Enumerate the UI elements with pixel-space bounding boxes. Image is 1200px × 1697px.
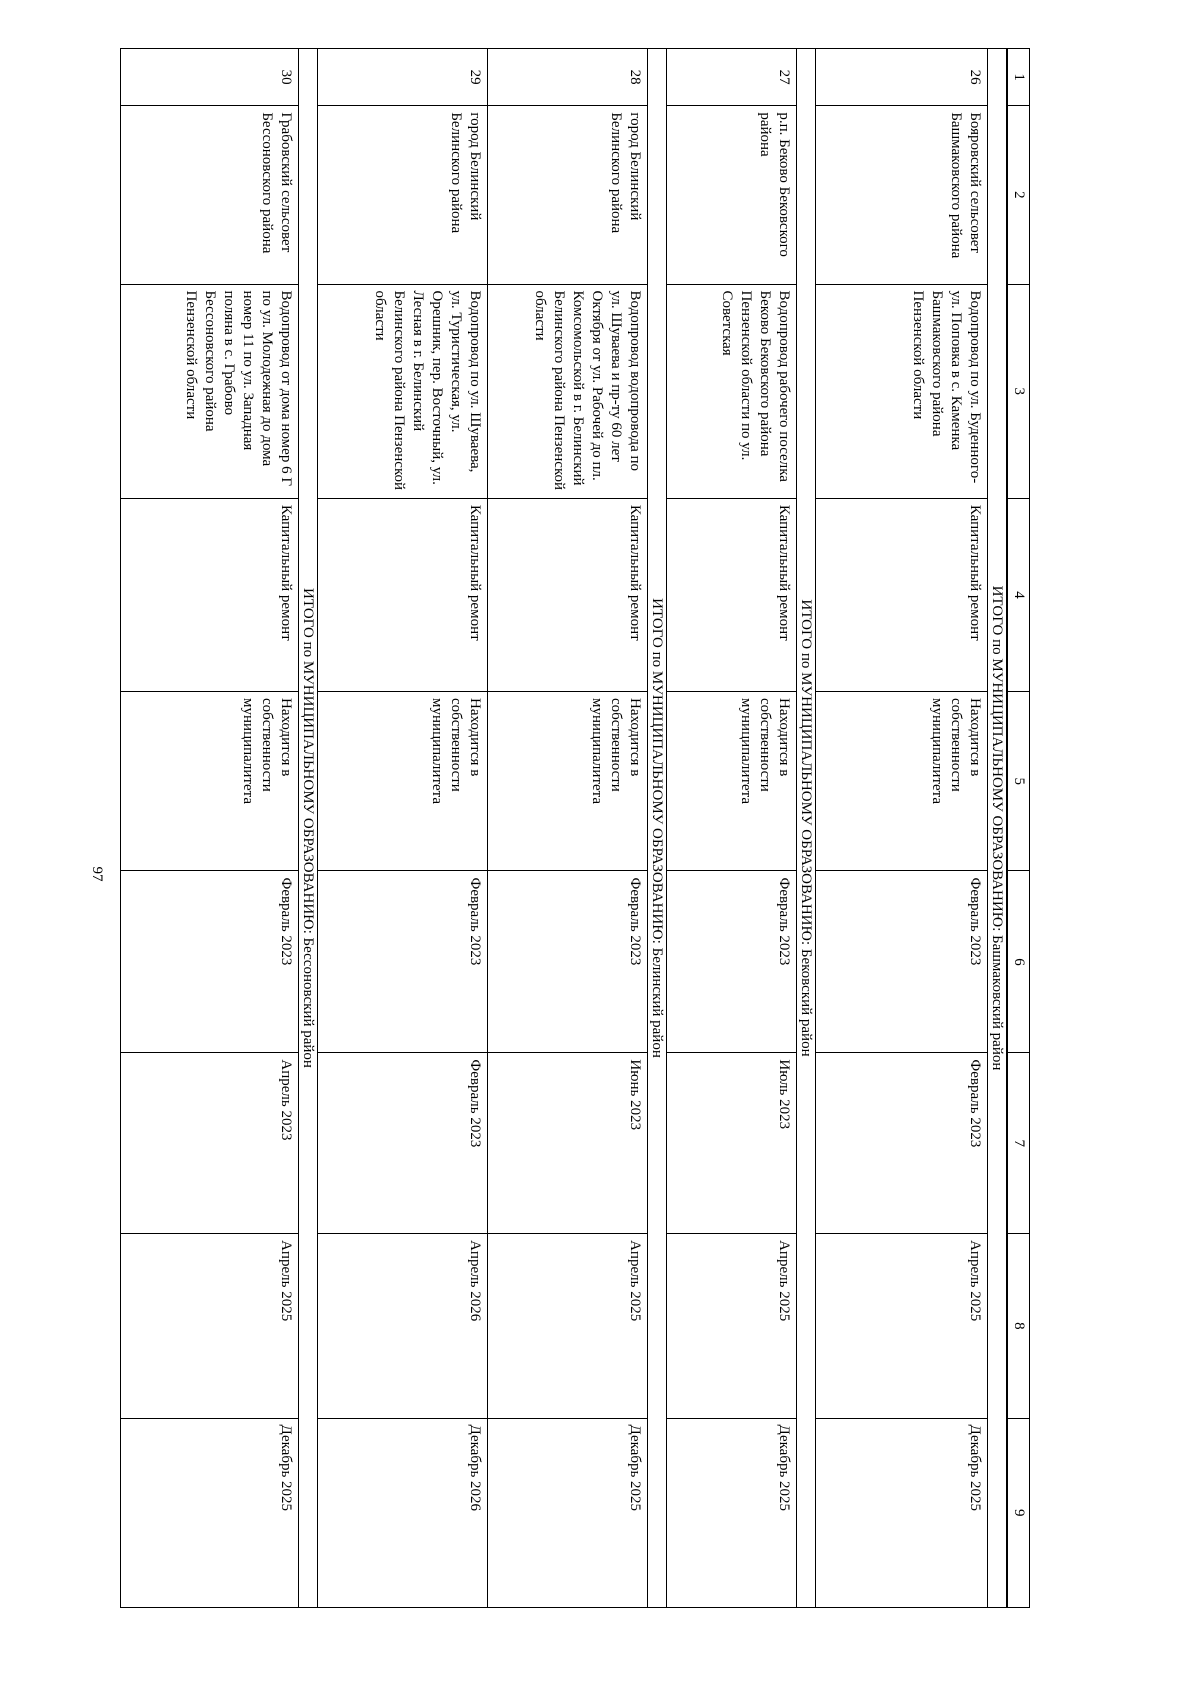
ownership-cell: Находится в собственности муниципалитета xyxy=(816,692,988,871)
column-number: 3 xyxy=(1008,284,1030,498)
work-type-cell: Капитальный ремонт xyxy=(816,498,988,691)
date-cell: Февраль 2023 xyxy=(488,871,648,1053)
object-name-cell: Водопровод рабочего поселка Беково Бековского района Пензенской области по ул. Советская xyxy=(667,284,797,498)
ownership-cell: Находится в собственности муниципалитета xyxy=(667,692,797,871)
table-row xyxy=(121,49,299,1608)
column-number: 7 xyxy=(1008,1053,1030,1234)
date-cell: Июнь 2023 xyxy=(488,1053,648,1234)
group-total-row xyxy=(988,49,1007,1608)
object-name-cell: Водопровод от дома номер 6 Г по ул. Молодежная до дома номер 11 по ул. Западная поляна в с. Грабово Бессоновского района Пензенской области xyxy=(121,284,299,498)
row-number-cell: 27 xyxy=(667,49,797,106)
column-number: 5 xyxy=(1008,692,1030,871)
date-cell: Февраль 2023 xyxy=(816,871,988,1053)
ownership-cell: Находится в собственности муниципалитета xyxy=(121,692,299,871)
table-row xyxy=(318,49,488,1608)
date-cell: Апрель 2025 xyxy=(488,1234,648,1418)
column-number: 9 xyxy=(1008,1418,1030,1607)
date-cell: Апрель 2026 xyxy=(318,1234,488,1418)
date-cell: Апрель 2025 xyxy=(667,1234,797,1418)
date-cell: Апрель 2025 xyxy=(816,1234,988,1418)
table-row xyxy=(667,49,797,1608)
municipality-cell: Грабовский сельсовет Бессоновского района xyxy=(121,106,299,284)
date-cell: Февраль 2023 xyxy=(816,1053,988,1234)
municipality-cell: р.п. Беково Бековского района xyxy=(667,106,797,284)
group-total-label: ИТОГО по МУНИЦИПАЛЬНОМУ ОБРАЗОВАНИЮ: Бековский район xyxy=(797,49,816,1608)
group-total-row xyxy=(299,49,318,1608)
spacer-row xyxy=(1007,49,1008,1608)
column-number: 1 xyxy=(1008,49,1030,106)
date-cell: Февраль 2023 xyxy=(667,871,797,1053)
object-name-cell: Водопровод по ул. Буденного-ул. Поповка в с. Каменка Башмаковского района Пензенской области xyxy=(816,284,988,498)
column-number: 2 xyxy=(1008,106,1030,284)
work-type-cell: Капитальный ремонт xyxy=(667,498,797,691)
date-cell: Декабрь 2026 xyxy=(318,1418,488,1607)
date-cell: Февраль 2023 xyxy=(121,871,299,1053)
header-row xyxy=(1008,49,1030,1608)
group-total-label: ИТОГО по МУНИЦИПАЛЬНОМУ ОБРАЗОВАНИЮ: Бессоновский район xyxy=(299,49,318,1608)
municipality-cell: город Белинский Белинского района xyxy=(488,106,648,284)
rotated-table-wrapper xyxy=(172,48,1030,1608)
date-cell: Февраль 2023 xyxy=(318,1053,488,1234)
column-number: 6 xyxy=(1008,871,1030,1053)
projects-table xyxy=(120,48,1030,1608)
column-number: 4 xyxy=(1008,498,1030,691)
date-cell: Декабрь 2025 xyxy=(121,1418,299,1607)
date-cell: Декабрь 2025 xyxy=(816,1418,988,1607)
date-cell: Апрель 2025 xyxy=(121,1234,299,1418)
date-cell: Декабрь 2025 xyxy=(488,1418,648,1607)
date-cell: Февраль 2023 xyxy=(318,871,488,1053)
date-cell: Апрель 2023 xyxy=(121,1053,299,1234)
group-total-label: ИТОГО по МУНИЦИПАЛЬНОМУ ОБРАЗОВАНИЮ: Белинский район xyxy=(648,49,667,1608)
group-total-row xyxy=(797,49,816,1608)
municipality-cell: Бояровский сельсовет Башмаковского района xyxy=(816,106,988,284)
ownership-cell: Находится в собственности муниципалитета xyxy=(318,692,488,871)
work-type-cell: Капитальный ремонт xyxy=(488,498,648,691)
table-row xyxy=(816,49,988,1608)
row-number-cell: 29 xyxy=(318,49,488,106)
ownership-cell: Находится в собственности муниципалитета xyxy=(488,692,648,871)
work-type-cell: Капитальный ремонт xyxy=(318,498,488,691)
municipality-cell: город Белинский Белинского района xyxy=(318,106,488,284)
work-type-cell: Капитальный ремонт xyxy=(121,498,299,691)
column-number: 8 xyxy=(1008,1234,1030,1418)
group-total-label: ИТОГО по МУНИЦИПАЛЬНОМУ ОБРАЗОВАНИЮ: Башмаковский район xyxy=(988,49,1007,1608)
date-cell: Декабрь 2025 xyxy=(667,1418,797,1607)
object-name-cell: Водопровод водопровода по ул. Шуваева и пр-ту 60 лет Октября от ул. Рабочей до пл. Комсомольской в г. Белинский Белинского района Пензенской области xyxy=(488,284,648,498)
date-cell: Июль 2023 xyxy=(667,1053,797,1234)
row-number-cell: 28 xyxy=(488,49,648,106)
table-row xyxy=(488,49,648,1608)
object-name-cell: Водопровод по ул. Шуваева, ул. Туристическая, ул. Орешник, пер. Восточный, ул. Лесная в г. Белинский Белинского района Пензенской области xyxy=(318,284,488,498)
row-number-cell: 30 xyxy=(121,49,299,106)
page-number: 97 xyxy=(89,866,105,882)
group-total-row xyxy=(648,49,667,1608)
row-number-cell: 26 xyxy=(816,49,988,106)
